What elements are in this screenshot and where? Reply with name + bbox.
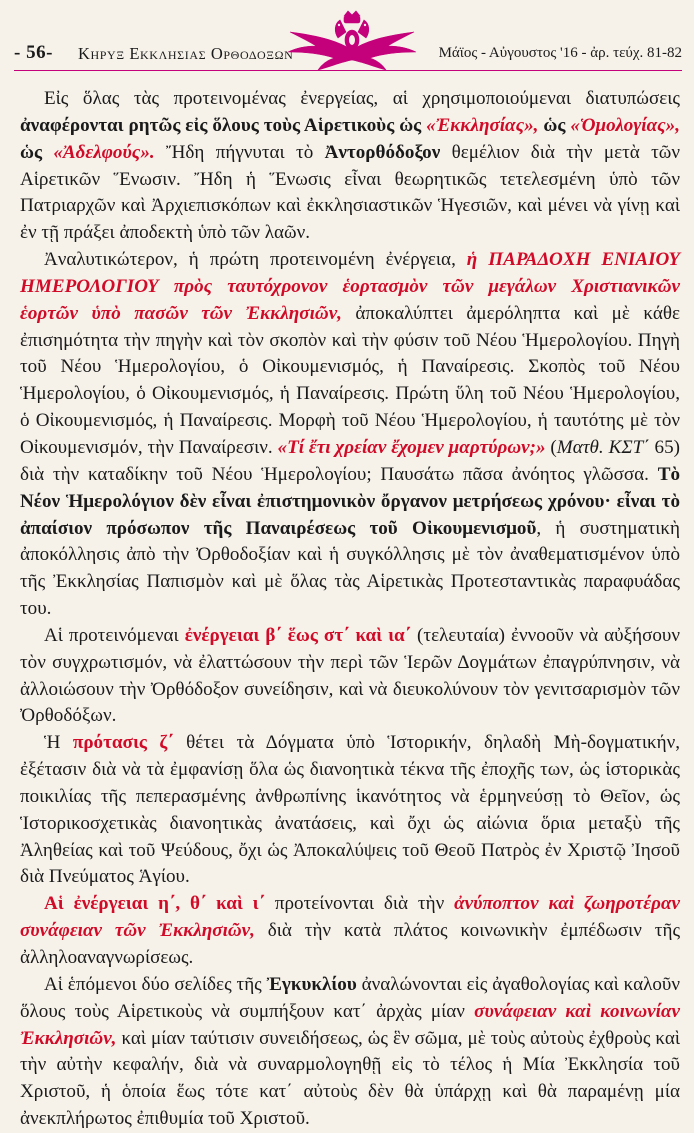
text-run: θεμέλιον διὰ τὴν μετὰ τῶν Αἱρετικῶν Ἕνωσιν. Ἤδη ἡ Ἕνωσις εἶναι θεωρητικῶς τετελεσμένη ὑπὸ τῶν Πατριαρχῶν καὶ Ἀρχιεπισκόπων καὶ ἐκκλησιαστικῶν Ἡγεσιῶν, καὶ μένει νὰ γίνῃ καὶ ἐν τῇ πράξει ἀποδεκτὴ ὑπὸ τῶν λαῶν.: [20, 141, 680, 244]
text-run: ἀποκαλύπτει ἀμερόληπτα καὶ μὲ κάθε ἐπισημότητα τὴν πηγὴν καὶ τὸν σκοπὸν καὶ τὴν φύσιν τοῦ Νέου Ἡμερολογίου. Πηγὴ τοῦ Νέου Ἡμερολογίου, ὁ Οἰκουμενισμός, ἡ Παναίρεσις. Σκοπὸς τοῦ Νέου Ἡμερολογίου, ὁ Οἰκουμενισμός, ἡ Παναίρεσις. Πρώτη ὕλη τοῦ Νέου Ἡμερολογίου, ὁ Οἰκουμενισμός, ἡ Παναίρεσις. Μορφὴ τοῦ Νέου Ἡμερολογίου, ἡ ταυτότης μὲ τὸν Οἰκουμενισμόν, τὴν Παναίρεσιν.: [20, 302, 680, 458]
text-run: ἀναφέρονται ρητῶς εἰς ὅλους τοὺς Αἱρετικοὺς ὡς: [20, 114, 427, 136]
text-run: ἐνέργειαι β΄ ἕως στ΄ καὶ ια΄: [184, 624, 412, 646]
paragraph: [20, 623, 680, 730]
paragraph: [20, 86, 680, 247]
text-run: συνάφειαν καὶ κοινωνίαν Ἐκκλησιῶν,: [20, 1000, 680, 1049]
article-body: [20, 86, 680, 1133]
paragraph: [20, 247, 680, 623]
text-run: προτείνονται διὰ τὴν: [264, 893, 455, 915]
text-run: ὡς: [538, 114, 571, 136]
text-run: Αἱ ἐνέργειαι η΄, θ΄ καὶ ι΄: [44, 893, 265, 915]
page-number: - 56-: [14, 42, 53, 63]
text-run: , ἡ συστηματικὴ ἀποκόλλησις ἀπὸ τὴν Ὀρθοδοξίαν καὶ ἡ συγκόλλησις μὲ τὸν ἀναθεματισμένον ὑπὸ τῆς Ἐκκλησίας Παπισμὸν καὶ μὲ ὅλας τὰς Αἱρετικὰς Προτεσταντικὰς παραφυάδας του.: [20, 517, 680, 620]
header-rule: [14, 70, 682, 71]
text-run: Αἱ ἑπόμενοι δύο σελίδες τῆς: [44, 973, 267, 995]
text-run: Τὸ Νέον Ἡμερολόγιον δὲν εἶναι ἐπιστημονικὸν ὄργανον μετρήσεως χρόνου· εἶναι τὸ ἀπαίσιον πρόσωπον τῆς Παναιρέσεως τοῦ Οἰκουμενισμοῦ: [20, 463, 680, 539]
journal-title: Κηρυξ Εκκλησιας Ορθοδοξων: [78, 44, 294, 63]
text-run: πρότασις ζ΄: [72, 732, 174, 754]
text-run: (: [545, 436, 557, 458]
paragraph: [20, 730, 680, 891]
text-run: «Ἀδελφούς».: [53, 141, 155, 163]
text-run: Ἀντορθόδοξον: [324, 141, 441, 163]
text-run: ἀνύποπτον καὶ ζωηροτέραν συνάφειαν τῶν Ἐκκλησιῶν,: [20, 893, 680, 942]
text-run: Ἀναλυτικώτερον, ἡ πρώτη προτεινομένη ἐνέργεια,: [44, 249, 467, 271]
text-run: ὡς: [20, 141, 54, 163]
text-run: ἡ ΠΑΡΑΔΟΧΗ ΕΝΙΑΙΟΥ ΗΜΕΡΟΛΟΓΙΟΥ πρὸς ταυτόχρονον ἑορτασμὸν τῶν μεγάλων Χριστιανικῶν ἑορτῶν ὑπὸ πασῶν τῶν Ἐκκλησιῶν,: [20, 249, 680, 324]
text-run: «Τί ἔτι χρείαν ἔχομεν μαρτύρων;»: [277, 436, 546, 458]
text-run: Ἤδη πήγνυται τὸ: [154, 141, 325, 163]
text-run: καὶ μίαν ταύτισιν συνειδήσεως, ὡς ἓν σῶμα, μὲ τοὺς αὐτοὺς ἐχθροὺς καὶ τὴν αὐτὴν κεφαλήν, διὰ νὰ συναρμολογηθῇ εἰς τὸ τέλος ἡ Μία Ἐκκλησία τοῦ Χριστοῦ, ἡ ὁποία ἕως τότε κατ΄ αὐτοὺς δὲν θὰ ὑπάρχῃ καὶ θὰ παραμένῃ μία ἀνεκπλήρωτος ἐπιθυμία τοῦ Χριστοῦ.: [20, 1027, 680, 1130]
text-run: Εἰς ὅλας τὰς προτεινομένας ἐνεργείας, αἱ χρησιμοποιούμεναι διατυπώσεις: [44, 88, 680, 109]
text-run: Ματθ. ΚΣΤ΄: [556, 436, 650, 458]
paragraph: [20, 972, 680, 1133]
text-run: 65) διὰ τὴν καταδίκην τοῦ Νέου Ἡμερολογίου; Παυσάτω πᾶσα ἀνόητος γλῶσσα.: [20, 436, 680, 485]
text-run: Ἡ: [44, 732, 73, 754]
text-run: Ἐγκυκλίου: [266, 973, 357, 995]
text-run: θέτει τὰ Δόγματα ὑπὸ Ἱστορικήν, δηλαδὴ Μὴ-δογματικήν, ἐξέτασιν διὰ νὰ τὰ ἐμφανίσῃ ὅλα ὡς διανοητικὰ τέκνα τῆς ἐποχῆς των, ὡς ἱστορικὰς ποικιλίας τῆς πεπερασμένης ἀνθρωπίνης ἱκανότητος νὰ ἑρμηνεύσῃ τὸ Θεῖον, ὡς Ἱστορικοσχετικὰς διανοητικὰς ἀνατάσεις, καὶ ὄχι ὡς αἰώνια ὅρια μεταξὺ τῆς Ἀληθείας καὶ τοῦ Ψεύδους, ὄχι ὡς Ἀποκαλύψεις τοῦ Θεοῦ Πατρὸς ἐν Χριστῷ Ἰησοῦ διὰ Πνεύματος Ἁγίου.: [20, 732, 680, 888]
text-run: (τελευταία) ἐννοοῦν νὰ αὐξήσουν τὸν συγχρωτισμόν, νὰ ἐλαττώσουν τὴν περὶ τῶν Ἱερῶν Δογμάτων ἐπαγρύπνησιν, νὰ ἀλλοιώσουν τὴν Ὀρθόδοξον συνείδησιν, καὶ νὰ διευκολύνουν τὸν γενιτσαρισμὸν τῶν Ὀρθοδόξων.: [20, 624, 680, 727]
text-run: «Ὁμολογίας»,: [570, 114, 680, 136]
double-headed-eagle-icon: [282, 10, 422, 72]
text-run: ἀναλώνονται εἰς ἀγαθολογίας καὶ καλοῦν ὅλους τοὺς Αἱρετικοὺς νὰ συμπήξουν κατ΄ ἀρχὰς μίαν: [20, 973, 680, 1022]
paragraph: [20, 891, 680, 972]
text-run: Αἱ προτεινόμεναι: [44, 624, 185, 646]
text-run: «Ἐκκλησίας»,: [426, 114, 539, 136]
page-header: [0, 0, 694, 78]
issue-info: Μάϊος - Αὐγουστος '16 - ἀρ. τεύχ. 81-82: [438, 45, 682, 61]
text-run: διὰ τὴν κατὰ πλάτος κοινωνικὴν ἐμπέδωσιν τῆς ἀλληλοαναγνωρίσεως.: [20, 920, 680, 968]
